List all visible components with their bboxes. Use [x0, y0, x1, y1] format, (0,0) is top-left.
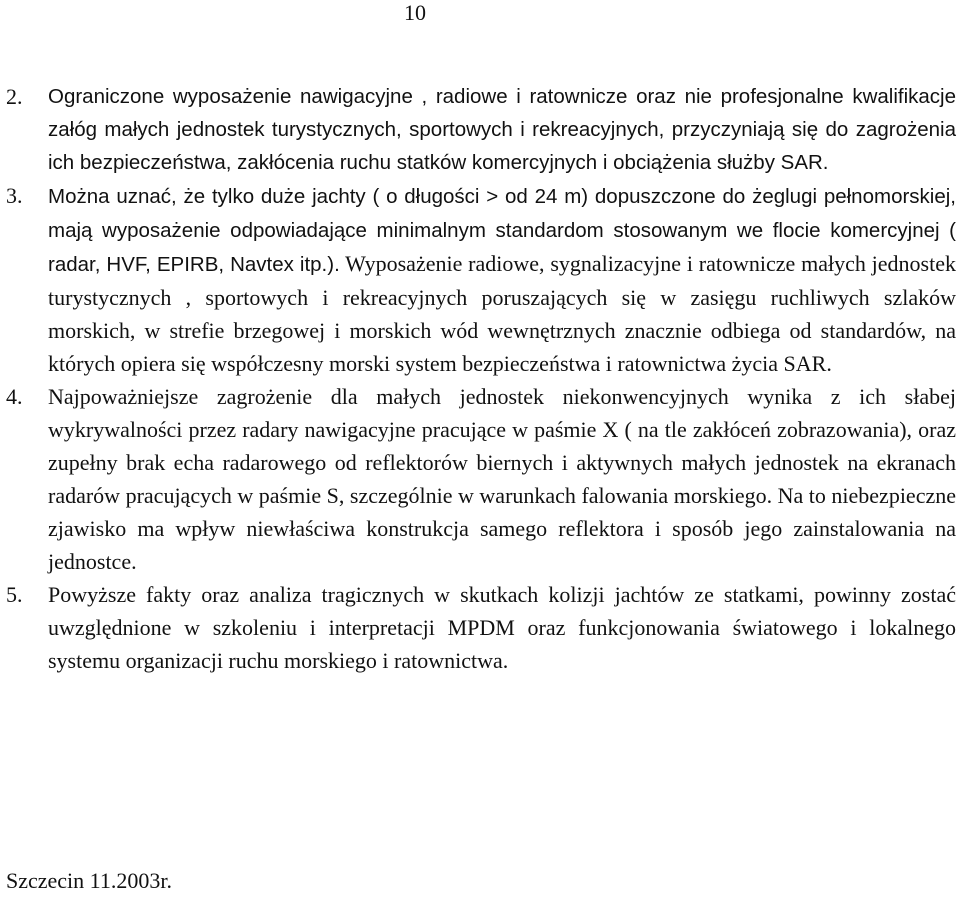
list-item-number: 5.: [6, 582, 23, 607]
list-item-number: 4.: [6, 384, 23, 409]
conclusions-list: [6, 80, 956, 677]
list-item-text: Powyższe fakty oraz analiza tragicznych w skutkach kolizji jachtów ze statkami, powinny zostać uwzględnione w szkoleniu i interpretacji MPDM oraz funkcjonowania światowego i lokalnego systemu organizacji ruchu morskiego i ratownictwa.: [48, 582, 956, 673]
list-item: [6, 80, 956, 179]
page-number: 10: [404, 0, 426, 25]
list-item: [6, 578, 956, 677]
place-date-signature: Szczecin 11.2003r.: [6, 868, 172, 893]
list-item-number: 2.: [6, 84, 23, 109]
list-item-text: Ograniczone wyposażenie nawigacyjne , radiowe i ratownicze oraz nie profesjonalne kwalifikacje załóg małych jednostek turystycznych, sportowych i rekreacyjnych, przyczyniają się do zagrożenia ich bezpieczeństwa, zakłócenia ruchu statków komercyjnych i obciążenia służby SAR.: [48, 85, 956, 174]
list-item-text: [48, 179, 956, 380]
list-item-text: Najpoważniejsze zagrożenie dla małych jednostek niekonwencyjnych wynika z ich słabej wykrywalności przez radary nawigacyjne pracujące w paśmie X ( na tle zakłóceń zobrazowania), oraz zupełny brak echa radarowego od reflektorów biernych i aktywnych małych jednostek na ekranach radarów pracujących w paśmie S, szczególnie w warunkach falowania morskiego. Na to niebezpieczne zjawisko ma wpływ niewłaściwa konstrukcja samego reflektora i sposób jego zainstalowania na jednostce.: [48, 384, 956, 574]
list-item-text-part: Można uznać, że tylko duże jachty ( o długości > od 24 m) dopuszczone do żeglugi pełnomorskiej, mają wyposażenie odpowiadające minimalnym standardom stosowanym we flocie komercyjnej ( radar, HVF, EPIRB, Navtex itp.).: [48, 185, 956, 276]
list-item: [6, 380, 956, 578]
list-item: [6, 179, 956, 380]
list-item-text-part: Wyposażenie radiowe, sygnalizacyjne i ratownicze małych jednostek turystycznych , sportowych i rekreacyjnych poruszających się w zasięgu ruchliwych szlaków morskich, w strefie brzegowej i morskich wód wewnętrznych znacznie odbiega od standardów, na których opiera się współczesny morski system bezpieczeństwa i ratownictwa życia SAR.: [48, 251, 956, 376]
list-item-number: 3.: [6, 183, 23, 208]
